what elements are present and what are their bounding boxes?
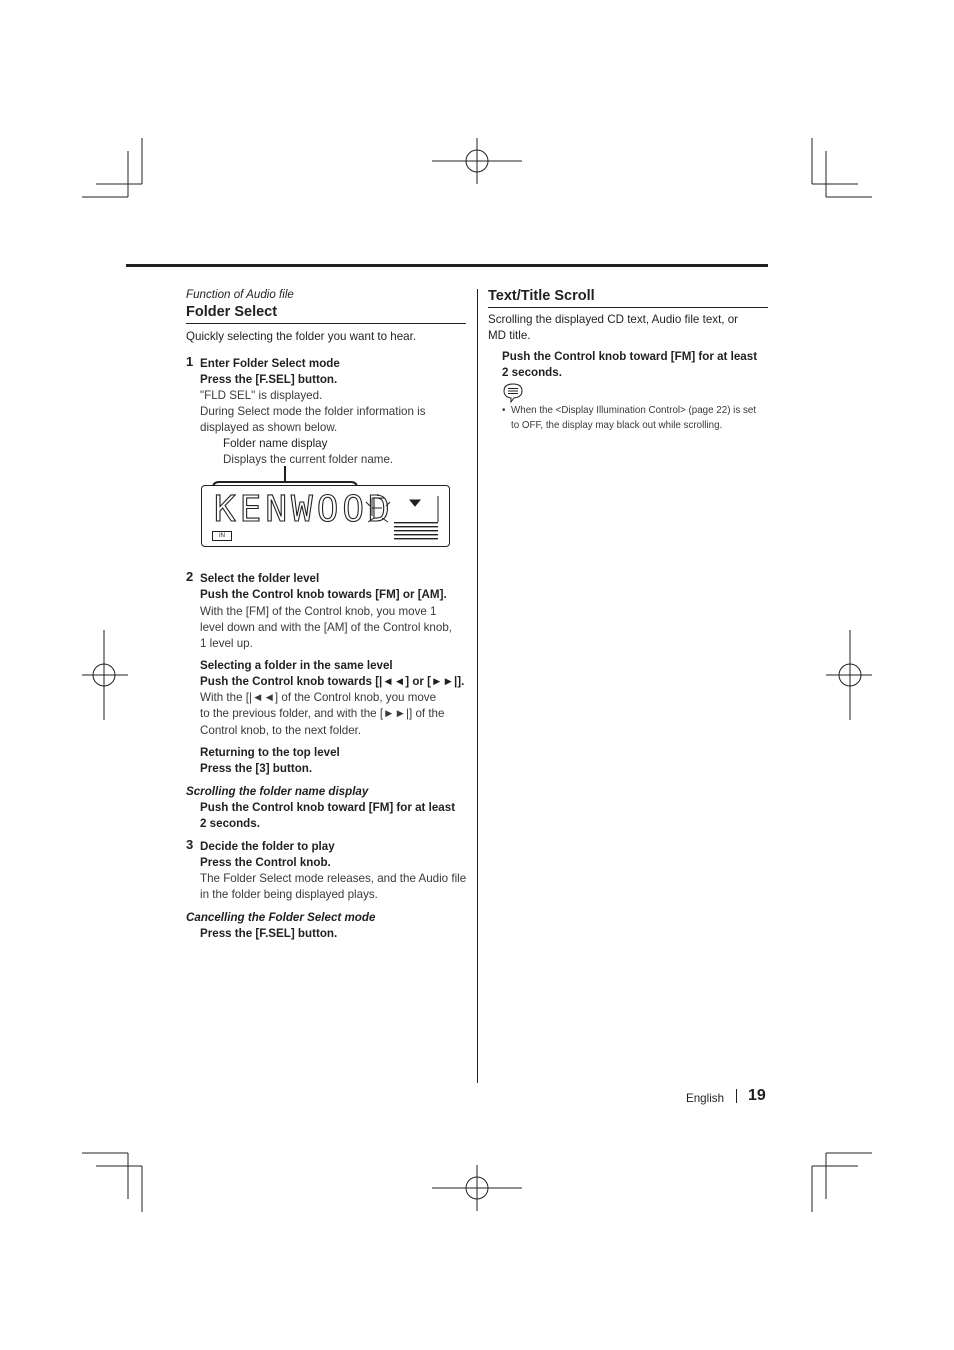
right-intro-1: Scrolling the displayed CD text, Audio file text, or xyxy=(488,313,739,326)
right-action-2: 2 seconds. xyxy=(502,366,562,379)
intro-text: Quickly selecting the folder you want to hear. xyxy=(186,330,417,343)
title-underline xyxy=(186,323,466,324)
scroll-action-1: Push the Control knob toward [FM] for at least xyxy=(200,801,456,814)
callout-description: Displays the current folder name. xyxy=(223,453,394,466)
step2-desc-3: 1 level up. xyxy=(200,637,253,650)
page-number: 19 xyxy=(748,1087,766,1104)
step1-desc-3: displayed as shown below. xyxy=(200,421,338,434)
note-text-2: to OFF, the display may black out while scrolling. xyxy=(511,420,723,431)
same-level-desc-1: With the [|◄◄] of the Control knob, you move xyxy=(200,691,437,704)
scroll-heading: Scrolling the folder name display xyxy=(186,785,369,798)
step3-desc-2: in the folder being displayed plays. xyxy=(200,888,378,901)
column-divider xyxy=(477,289,478,1083)
step1-desc-2: During Select mode the folder information is xyxy=(200,405,426,418)
step1-desc-1: "FLD SEL" is displayed. xyxy=(200,389,323,402)
lcd-badge: IN xyxy=(212,531,232,541)
same-level-desc-3: Control knob, to the next folder. xyxy=(200,724,362,737)
same-level-desc-2: to the previous folder, and with the [►►|] of the xyxy=(200,707,445,720)
step-number-1: 1 xyxy=(186,354,194,369)
right-intro-2: MD title. xyxy=(488,329,531,342)
same-level-heading: Selecting a folder in the same level xyxy=(200,659,393,672)
step2-action: Push the Control knob towards [FM] or [AM]. xyxy=(200,588,447,601)
header-rule xyxy=(126,264,768,267)
step2-desc-1: With the [FM] of the Control knob, you move 1 xyxy=(200,605,437,618)
callout-label: Folder name display xyxy=(223,437,328,450)
step3-heading: Decide the folder to play xyxy=(200,840,335,853)
step3-desc-1: The Folder Select mode releases, and the Audio file xyxy=(200,872,467,885)
section-kicker: Function of Audio file xyxy=(186,288,294,301)
lcd-display xyxy=(201,485,450,547)
speech-bubble-icon xyxy=(501,382,525,404)
scroll-action-2: 2 seconds. xyxy=(200,817,260,830)
footer-separator xyxy=(736,1089,737,1103)
step3-action: Press the Control knob. xyxy=(200,856,331,869)
cancel-heading: Cancelling the Folder Select mode xyxy=(186,911,376,924)
lcd-segments-icon xyxy=(364,492,446,544)
footer-language: English xyxy=(686,1092,725,1105)
step2-desc-2: level down and with the [AM] of the Control knob, xyxy=(200,621,452,634)
section-title-text-scroll: Text/Title Scroll xyxy=(488,288,595,304)
step-number-3: 3 xyxy=(186,837,194,852)
step-number-2: 2 xyxy=(186,569,194,584)
note-text-1: When the <Display Illumination Control> (page 22) is set xyxy=(511,405,757,416)
step2-heading: Select the folder level xyxy=(200,572,320,585)
same-level-action: Push the Control knob towards [|◄◄] or [►►|]. xyxy=(200,675,465,688)
lcd-folder-name: KENWOOD xyxy=(214,489,394,530)
step1-heading: Enter Folder Select mode xyxy=(200,357,340,370)
right-title-underline xyxy=(488,307,768,308)
top-level-heading: Returning to the top level xyxy=(200,746,340,759)
right-action-1: Push the Control knob toward [FM] for at least xyxy=(502,350,758,363)
step1-action: Press the [F.SEL] button. xyxy=(200,373,338,386)
cancel-action: Press the [F.SEL] button. xyxy=(200,927,338,940)
top-level-action: Press the [3] button. xyxy=(200,762,313,775)
section-title-folder-select: Folder Select xyxy=(186,304,278,320)
note-bullet: • xyxy=(502,405,506,416)
